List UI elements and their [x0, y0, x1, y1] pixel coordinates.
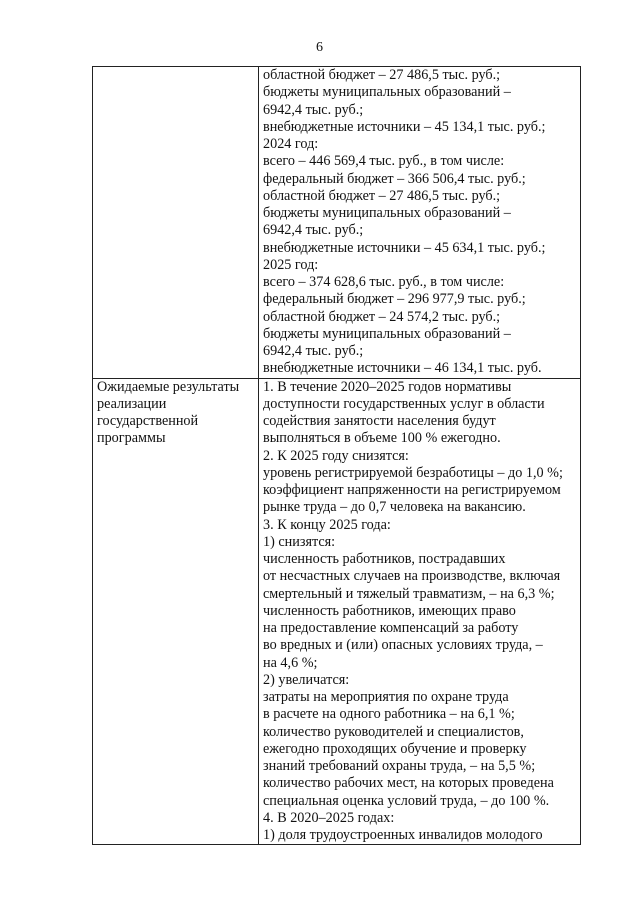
funding-content-cell	[259, 67, 581, 379]
text-line: внебюджетные источники – 46 134,1 тыс. руб.	[263, 360, 542, 377]
text-line: выполняться в объеме 100 % ежегодно.	[263, 430, 501, 447]
text-line: численность работников, имеющих право	[263, 602, 516, 619]
text-line: на 4,6 %;	[263, 654, 318, 671]
text-line: 4. В 2020–2025 годах:	[263, 809, 395, 826]
text-line: коэффициент напряженности на регистрируемом	[263, 482, 561, 498]
table-row-expected-results	[93, 378, 581, 845]
row-label-line: государственной	[97, 413, 199, 429]
text-line: 6942,4 тыс. руб.;	[263, 343, 364, 359]
text-line: на предоставление компенсаций за работу	[263, 620, 519, 636]
page-number: 6	[316, 40, 323, 55]
text-line: федеральный бюджет – 366 506,4 тыс. руб.;	[263, 170, 526, 187]
text-line: 2) увеличатся:	[263, 671, 350, 688]
text-line: специальная оценка условий труда, – до 100 %.	[263, 792, 550, 809]
text-line: во вредных и (или) опасных условиях труда, –	[263, 637, 543, 654]
text-line: ежегодно проходящих обучение и проверку	[263, 740, 527, 757]
text-line: 6942,4 тыс. руб.;	[263, 101, 364, 118]
row-label-line: Ожидаемые результаты	[97, 378, 240, 395]
text-line: внебюджетные источники – 45 634,1 тыс. руб.;	[263, 239, 546, 256]
text-line: количество руководителей и специалистов,	[263, 723, 524, 740]
text-line: бюджеты муниципальных образований –	[263, 325, 511, 342]
program-passport-table	[92, 66, 581, 845]
text-line: бюджеты муниципальных образований –	[263, 205, 511, 221]
text-line: федеральный бюджет – 296 977,9 тыс. руб.;	[263, 291, 526, 308]
text-line: рынке труда – до 0,7 человека на вакансию.	[263, 499, 526, 516]
text-line: количество рабочих мест, на которых проведена	[263, 775, 554, 792]
text-line: 1. В течение 2020–2025 годов нормативы	[263, 378, 512, 395]
text-line: областной бюджет – 27 486,5 тыс. руб.;	[263, 187, 501, 204]
row-label-cell	[93, 67, 259, 379]
row-label-line: программы	[97, 430, 166, 447]
text-line: численность работников, пострадавших	[263, 551, 506, 567]
text-line: бюджеты муниципальных образований –	[263, 84, 511, 101]
text-line: от несчастных случаев на производстве, включая	[263, 568, 561, 585]
row-label-line: реализации	[97, 395, 167, 412]
text-line: областной бюджет – 24 574,2 тыс. руб.;	[263, 308, 501, 325]
text-line: смертельный и тяжелый травматизм, – на 6,3 %;	[263, 585, 555, 602]
text-line: 1) снизятся:	[263, 533, 336, 550]
text-line: внебюджетные источники – 45 134,1 тыс. руб.;	[263, 118, 546, 135]
text-line: всего – 374 628,6 тыс. руб., в том числе:	[263, 274, 505, 290]
results-content-cell	[259, 378, 581, 845]
text-line: знаний требований охраны труда, – на 5,5 %;	[263, 758, 536, 774]
text-line: в расчете на одного работника – на 6,1 %;	[263, 706, 515, 723]
text-line: всего – 446 569,4 тыс. руб., в том числе:	[263, 153, 505, 170]
row-label-cell	[93, 378, 259, 845]
text-line: областной бюджет – 27 486,5 тыс. руб.;	[263, 67, 501, 83]
text-line: 2024 год:	[263, 136, 319, 152]
text-line: 2. К 2025 году снизятся:	[263, 447, 409, 464]
text-line: доступности государственных услуг в области	[263, 395, 545, 412]
text-line: 3. К концу 2025 года:	[263, 516, 391, 533]
text-line: уровень регистрируемой безработицы – до 1,0 %;	[263, 464, 563, 481]
table-row-funding	[93, 67, 581, 379]
text-line: содействия занятости населения будут	[263, 413, 496, 429]
text-line: затраты на мероприятия по охране труда	[263, 689, 509, 705]
text-line: 6942,4 тыс. руб.;	[263, 222, 364, 239]
text-line: 1) доля трудоустроенных инвалидов молодого	[263, 827, 543, 843]
text-line: 2025 год:	[263, 256, 319, 273]
